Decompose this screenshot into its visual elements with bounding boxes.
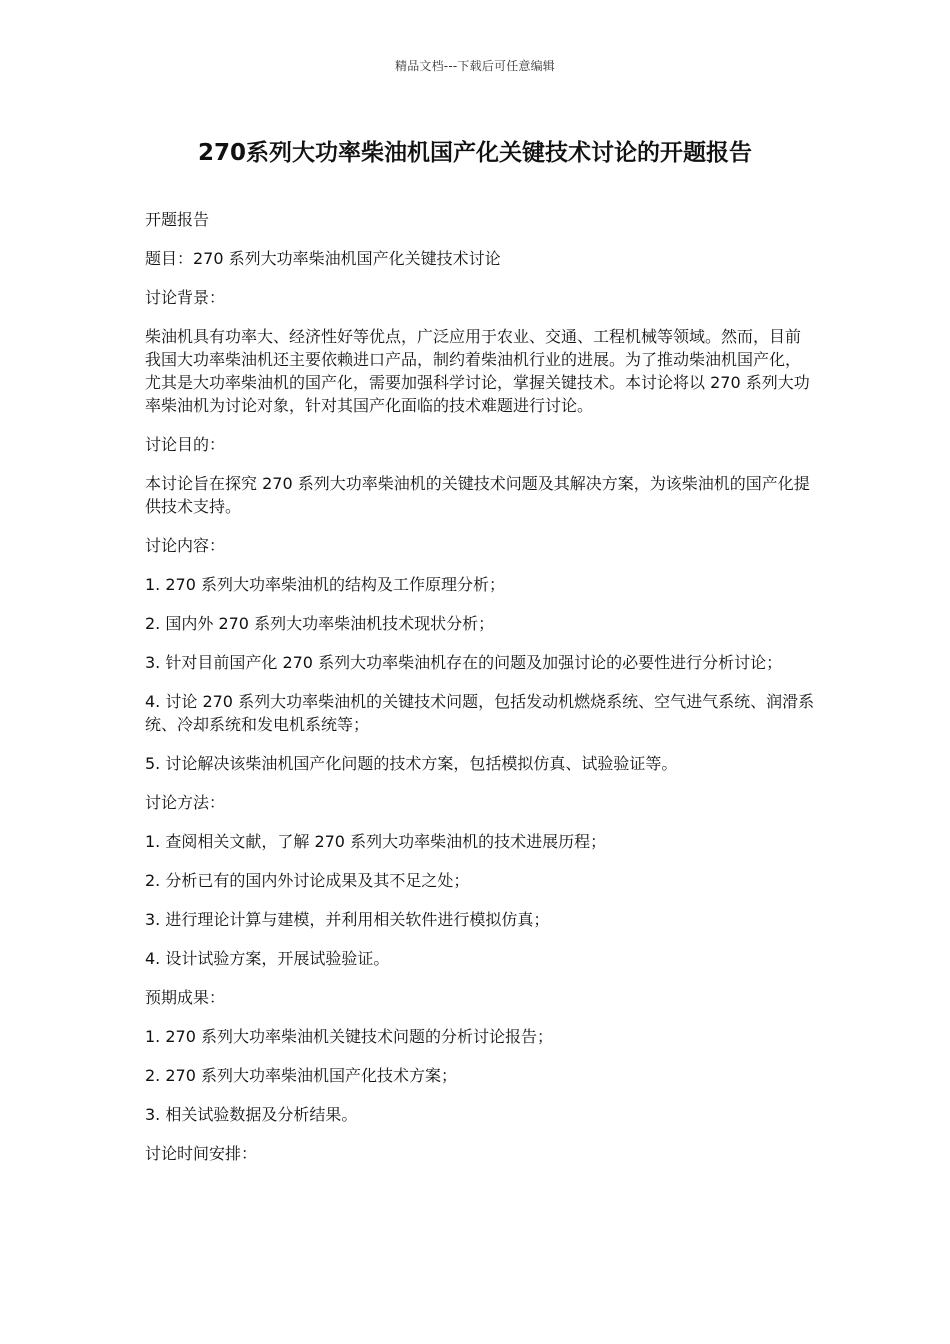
content-item: 4. 讨论 270 系列大功率柴油机的关键技术问题，包括发动机燃烧系统、空气进气系统、润滑系统、冷却系统和发电机系统等；: [145, 692, 815, 734]
method-item: 3. 进行理论计算与建模，并利用相关软件进行模拟仿真；: [145, 910, 550, 929]
heading-methods: 讨论方法：: [145, 793, 226, 812]
method-item: 2. 分析已有的国内外讨论成果及其不足之处；: [145, 871, 470, 890]
heading-background: 讨论背景：: [145, 288, 226, 307]
heading-schedule: 讨论时间安排：: [145, 1144, 258, 1163]
page-header: 精品文档---下载后可任意编辑: [395, 59, 555, 73]
method-item: 4. 设计试验方案，开展试验验证。: [145, 949, 390, 968]
result-item: 1. 270 系列大功率柴油机关键技术问题的分析讨论报告；: [145, 1027, 553, 1046]
purpose-paragraph: 本讨论旨在探究 270 系列大功率柴油机的关键技术问题及其解决方案，为该柴油机的国产化提供技术支持。: [145, 474, 810, 516]
result-item: 2. 270 系列大功率柴油机国产化技术方案；: [145, 1066, 457, 1085]
section-label-report: 开题报告: [145, 210, 210, 229]
topic-line: 题目：270 系列大功率柴油机国产化关键技术讨论: [145, 249, 501, 268]
result-item: 3. 相关试验数据及分析结果。: [145, 1105, 358, 1124]
content-item: 3. 针对目前国产化 270 系列大功率柴油机存在的问题及加强讨论的必要性进行分析讨论；: [145, 653, 783, 672]
page-title: 270系列大功率柴油机国产化关键技术讨论的开题报告: [197, 140, 752, 166]
content-item: 1. 270 系列大功率柴油机的结构及工作原理分析；: [145, 575, 505, 594]
document-body: [145, 208, 815, 1181]
heading-content: 讨论内容：: [145, 536, 226, 555]
heading-purpose: 讨论目的：: [145, 435, 226, 454]
content-item: 2. 国内外 270 系列大功率柴油机技术现状分析；: [145, 614, 495, 633]
content-item: 5. 讨论解决该柴油机国产化问题的技术方案，包括模拟仿真、试验验证等。: [145, 754, 678, 773]
heading-expected-results: 预期成果：: [145, 988, 226, 1007]
background-paragraph: 柴油机具有功率大、经济性好等优点，广泛应用于农业、交通、工程机械等领域。然而，目前我国大功率柴油机还主要依赖进口产品，制约着柴油机行业的进展。为了推动柴油机国产化，尤其是大功率柴油机的国产化，需要加强科学讨论，掌握关键技术。本讨论将以 270 系列大功率柴油机为讨论对象，针对其国产化面临的技术难题进行讨论。: [145, 327, 810, 415]
method-item: 1. 查阅相关文献，了解 270 系列大功率柴油机的技术进展历程；: [145, 832, 607, 851]
